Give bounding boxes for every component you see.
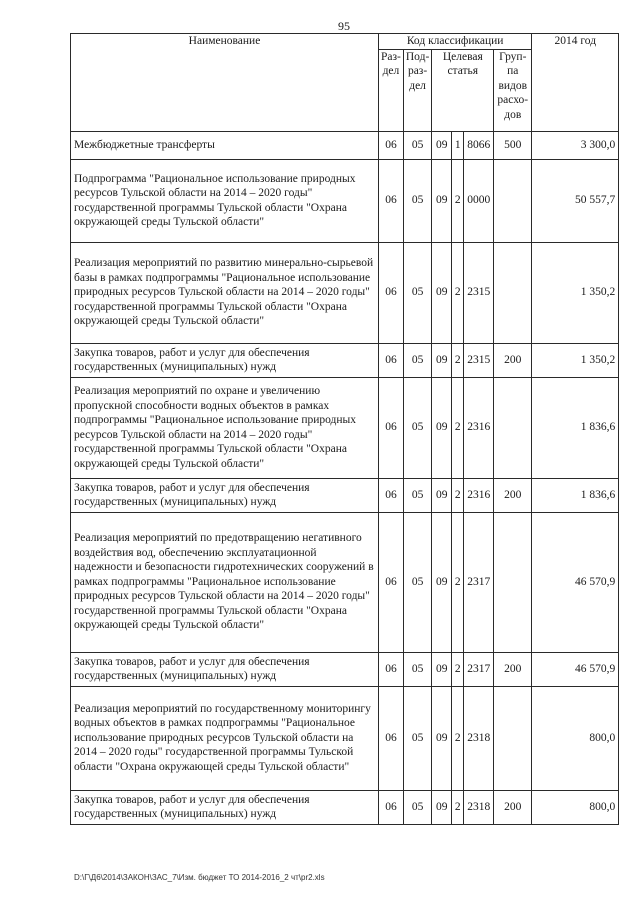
row-amount: 800,0 [532, 686, 619, 790]
row-target-code: 0000 [464, 159, 494, 242]
row-target-code: 2316 [464, 478, 494, 512]
row-amount: 46 570,9 [532, 652, 619, 686]
row-expense-group: 200 [494, 478, 532, 512]
row-target-code: 2315 [464, 242, 494, 343]
row-section: 06 [379, 652, 404, 686]
row-target-program: 09 [432, 131, 452, 159]
table-row [71, 343, 619, 377]
budget-table [70, 33, 619, 825]
table-row [71, 652, 619, 686]
row-target-subprogram: 2 [452, 242, 464, 343]
row-amount: 1 350,2 [532, 242, 619, 343]
row-amount: 3 300,0 [532, 131, 619, 159]
row-target-program: 09 [432, 790, 452, 824]
row-expense-group: 500 [494, 131, 532, 159]
row-amount: 1 836,6 [532, 478, 619, 512]
header-name: Наименование [71, 34, 379, 132]
row-expense-group [494, 512, 532, 652]
header-section: Раз- дел [379, 49, 404, 131]
table-row [71, 377, 619, 478]
row-amount: 46 570,9 [532, 512, 619, 652]
row-target-code: 2315 [464, 343, 494, 377]
table-row [71, 159, 619, 242]
row-target-subprogram: 1 [452, 131, 464, 159]
row-target-code: 2318 [464, 686, 494, 790]
row-section: 06 [379, 343, 404, 377]
row-name: Межбюджетные трансферты [71, 131, 379, 159]
row-expense-group: 200 [494, 343, 532, 377]
row-name: Закупка товаров, работ и услуг для обеспечения государственных (муниципальных) нужд [71, 343, 379, 377]
row-section: 06 [379, 512, 404, 652]
row-subsection: 05 [403, 686, 431, 790]
row-target-subprogram: 2 [452, 686, 464, 790]
row-target-subprogram: 2 [452, 343, 464, 377]
row-amount: 1 350,2 [532, 343, 619, 377]
row-target-program: 09 [432, 159, 452, 242]
row-name: Закупка товаров, работ и услуг для обеспечения государственных (муниципальных) нужд [71, 652, 379, 686]
row-target-subprogram: 2 [452, 652, 464, 686]
row-section: 06 [379, 790, 404, 824]
table-row [71, 686, 619, 790]
row-subsection: 05 [403, 790, 431, 824]
page-number: 95 [338, 19, 350, 33]
row-name: Реализация мероприятий по предотвращению негативного воздействия вод, обеспечению эксплуатационной надежности и безопасности гидротехнических сооружений в рамках подпрограммы "Рациональное использование природных ресурсов Тульской области на 2014 – 2020 годы" государственной программы Тульской области "Охрана окружающей среды Тульской области" [71, 512, 379, 652]
row-section: 06 [379, 242, 404, 343]
header-year: 2014 год [532, 34, 619, 132]
row-target-program: 09 [432, 377, 452, 478]
row-expense-group [494, 686, 532, 790]
row-name: Реализация мероприятий по охране и увеличению пропускной способности водных объектов в рамках подпрограммы "Рациональное использование природных ресурсов Тульской области на 2014 – 2020 годы" государственной программы Тульской области "Охрана окружающей среды Тульской области" [71, 377, 379, 478]
table-row [71, 478, 619, 512]
row-section: 06 [379, 159, 404, 242]
row-subsection: 05 [403, 242, 431, 343]
row-amount: 50 557,7 [532, 159, 619, 242]
row-amount: 1 836,6 [532, 377, 619, 478]
row-expense-group [494, 377, 532, 478]
row-subsection: 05 [403, 159, 431, 242]
header-expense-group: Груп- па видов расхо- дов [494, 49, 532, 131]
header-subsection: Под- раз- дел [403, 49, 431, 131]
row-subsection: 05 [403, 512, 431, 652]
row-name: Закупка товаров, работ и услуг для обеспечения государственных (муниципальных) нужд [71, 790, 379, 824]
row-subsection: 05 [403, 652, 431, 686]
header-target: Целевая статья [432, 49, 494, 131]
header-classification: Код классификации [379, 34, 532, 50]
row-target-program: 09 [432, 686, 452, 790]
row-target-program: 09 [432, 652, 452, 686]
table-row [71, 512, 619, 652]
row-subsection: 05 [403, 478, 431, 512]
row-section: 06 [379, 377, 404, 478]
row-target-code: 2317 [464, 652, 494, 686]
row-subsection: 05 [403, 343, 431, 377]
row-subsection: 05 [403, 377, 431, 478]
row-expense-group: 200 [494, 652, 532, 686]
table-row [71, 131, 619, 159]
row-target-program: 09 [432, 343, 452, 377]
row-expense-group [494, 242, 532, 343]
row-target-subprogram: 2 [452, 512, 464, 652]
row-name: Реализация мероприятий по государственному мониторингу водных объектов в рамках подпрограммы "Рациональное использование природных ресурсов Тульской области на 2014 – 2020 годы" государственной программы Тульской области "Охрана окружающей среды Тульской области" [71, 686, 379, 790]
row-section: 06 [379, 478, 404, 512]
row-section: 06 [379, 686, 404, 790]
row-expense-group: 200 [494, 790, 532, 824]
footer-file-path: D:\Г\Д6\2014\ЗАКОН\ЗАС_7\Изм. бюджет ТО 2014-2016_2 чт\pr2.xls [74, 873, 325, 882]
row-target-program: 09 [432, 512, 452, 652]
table-row [71, 242, 619, 343]
row-target-subprogram: 2 [452, 377, 464, 478]
row-target-program: 09 [432, 478, 452, 512]
row-section: 06 [379, 131, 404, 159]
header-row-top [71, 34, 619, 50]
row-target-subprogram: 2 [452, 478, 464, 512]
row-subsection: 05 [403, 131, 431, 159]
row-name: Подпрограмма "Рациональное использование природных ресурсов Тульской области на 2014 – 2020 годы" государственной программы Тульской области "Охрана окружающей среды Тульской области" [71, 159, 379, 242]
row-name: Реализация мероприятий по развитию минерально-сырьевой базы в рамках подпрограммы "Рациональное использование природных ресурсов Тульской области на 2014 – 2020 годы" государственной программы Тульской области "Охрана окружающей среды Тульской области" [71, 242, 379, 343]
row-target-subprogram: 2 [452, 159, 464, 242]
row-target-code: 8066 [464, 131, 494, 159]
row-target-code: 2316 [464, 377, 494, 478]
row-target-program: 09 [432, 242, 452, 343]
row-target-code: 2318 [464, 790, 494, 824]
row-target-subprogram: 2 [452, 790, 464, 824]
table-row [71, 790, 619, 824]
row-target-code: 2317 [464, 512, 494, 652]
row-name: Закупка товаров, работ и услуг для обеспечения государственных (муниципальных) нужд [71, 478, 379, 512]
row-expense-group [494, 159, 532, 242]
row-amount: 800,0 [532, 790, 619, 824]
